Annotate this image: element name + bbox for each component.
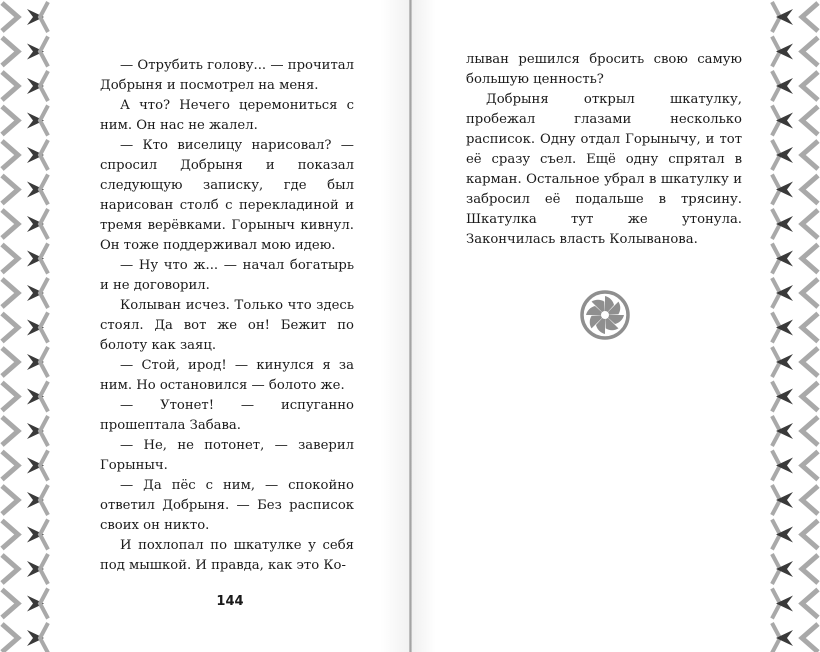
left-page-text bbox=[100, 56, 354, 576]
paragraph: — Стой, ирод! — кинулся я за ним. Но остановился — болото же. bbox=[100, 358, 354, 393]
left-ornamental-border bbox=[0, 0, 52, 652]
paragraph: — Кто виселицу нарисовал? — спросил Добрыня и показал следующую записку, где был нарисован столб с перекладиной и тремя верёвками. Горыныч кивнул. Он тоже поддерживал мою идею. bbox=[100, 138, 354, 253]
paragraph: — Да пёс с ним, — спокойно ответил Добрыня. — Без расписок своих он никто. bbox=[100, 478, 354, 533]
paragraph: — Ну что ж... — начал богатырь и не договорил. bbox=[100, 258, 354, 293]
page-number: 144 bbox=[216, 594, 244, 609]
sun-rosette-icon bbox=[580, 290, 630, 340]
paragraph: И похлопал по шкатулке у себя под мышкой. И правда, как это Ко- bbox=[100, 538, 354, 573]
right-page-text bbox=[466, 50, 742, 250]
paragraph: — Утонет! — испуганно прошептала Забава. bbox=[100, 398, 354, 433]
right-ornamental-border bbox=[768, 0, 820, 652]
paragraph: — Отрубить голову... — прочитал Добрыня и посмотрел на меня. bbox=[100, 58, 354, 93]
paragraph: А что? Нечего церемониться с ним. Он нас не жалел. bbox=[100, 98, 354, 133]
paragraph: лыван решился бросить свою самую большую ценность? bbox=[466, 52, 742, 87]
right-page-shadow bbox=[412, 0, 436, 652]
paragraph: — Не, не потонет, — заверил Горыныч. bbox=[100, 438, 354, 473]
left-page-shadow bbox=[380, 0, 409, 652]
paragraph: Добрыня открыл шкатулку, пробежал глазами несколько расписок. Одну отдал Горынычу, и тот её сразу съел. Ещё одну спрятал в карман. Остальное убрал в шкатулку и забросил её подальше в трясину. Шкатулка тут же утонула. Закончилась власть Колыванова. bbox=[466, 92, 742, 247]
paragraph: Колыван исчез. Только что здесь стоял. Да вот же он! Бежит по болоту как заяц. bbox=[100, 298, 354, 353]
